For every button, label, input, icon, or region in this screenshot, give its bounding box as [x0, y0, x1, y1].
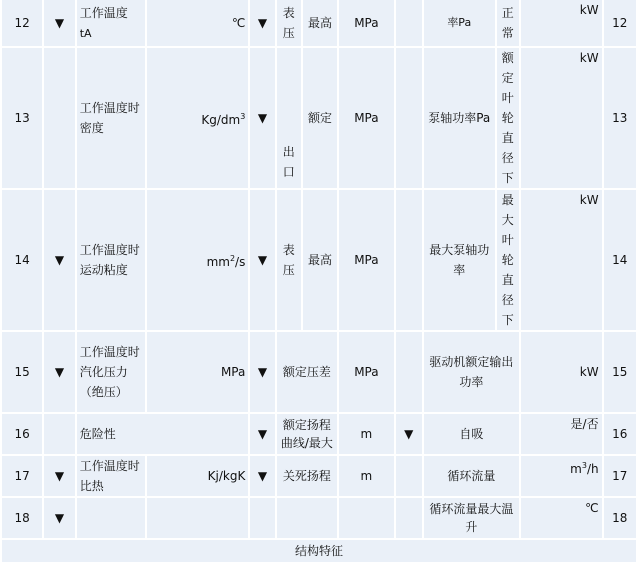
pressure-label: 额定扬程曲线/最大	[277, 414, 338, 454]
row-number-right: 18	[604, 498, 636, 538]
parameter-name: 工作温度时运动粘度	[77, 190, 146, 330]
temp-unit: ℃	[521, 498, 602, 538]
row-number: 13	[2, 48, 42, 188]
row-number: 17	[2, 456, 42, 496]
parameter-name: 危险性	[77, 414, 249, 454]
outlet-label: 出 口	[277, 48, 301, 188]
temp-rise-label: 循环流量最大温升	[424, 498, 519, 538]
row-number: 14	[2, 190, 42, 330]
dropdown-arrow-icon[interactable]: ▼	[250, 456, 274, 496]
pressure-unit: m	[339, 414, 394, 454]
power-unit: kW	[521, 48, 602, 188]
option-label: 自吸	[424, 414, 519, 454]
pressure-qualifier: 额定	[303, 48, 337, 188]
pressure-unit: MPa	[339, 190, 394, 330]
pressure-unit: MPa	[339, 48, 394, 188]
parameter-unit: $Kg/dm^3$	[147, 48, 248, 188]
table-row	[2, 498, 636, 538]
row-number-right: 16	[604, 414, 636, 454]
pressure-label: 表 压	[277, 0, 301, 46]
dropdown-arrow-icon[interactable]: ▼	[44, 456, 74, 496]
power-label: 驱动机额定输出功率	[424, 332, 519, 412]
parameter-unit: MPa	[147, 332, 248, 412]
row-number: 12	[2, 0, 42, 46]
pressure-qualifier: 最高	[303, 0, 337, 46]
yes-no-value: 是/否	[521, 414, 602, 454]
dropdown-arrow-icon[interactable]: ▼	[250, 332, 274, 412]
parameter-unit: ℃	[147, 0, 248, 46]
parameter-unit: Kj/kgK	[147, 456, 248, 496]
row-number-right: 17	[604, 456, 636, 496]
flow-unit: $m^3/h$	[521, 456, 602, 496]
dropdown-arrow-icon[interactable]: ▼	[396, 414, 422, 454]
power-label-fragment: 率Pa	[424, 0, 495, 46]
dropdown-arrow-icon[interactable]: ▼	[44, 190, 74, 330]
table-row	[2, 540, 636, 562]
pressure-label: 表 压	[277, 190, 301, 330]
pressure-qualifier: 最高	[303, 190, 337, 330]
dropdown-arrow-icon[interactable]: ▼	[44, 332, 74, 412]
table-row	[2, 456, 636, 496]
table-row	[2, 414, 636, 454]
power-unit: kW	[521, 0, 602, 46]
row-number: 15	[2, 332, 42, 412]
row-number: 18	[2, 498, 42, 538]
dropdown-arrow-icon[interactable]: ▼	[44, 0, 74, 46]
dropdown-arrow-icon[interactable]: ▼	[250, 414, 274, 454]
power-label: 最大泵轴功率	[424, 190, 495, 330]
parameter-unit: $mm^2/s$	[147, 190, 248, 330]
condition-vertical: 最 大 叶 轮 直 径 下	[497, 190, 519, 330]
pressure-label: 关死扬程	[277, 456, 338, 496]
table-row	[2, 0, 636, 46]
pressure-unit: MPa	[339, 0, 394, 46]
table-row	[2, 48, 636, 188]
condition-vertical: 额 定 叶 轮 直 径 下	[497, 48, 519, 188]
parameter-name: 工作温度时比热	[77, 456, 146, 496]
row-number: 16	[2, 414, 42, 454]
condition-vertical: 正 常	[497, 0, 519, 46]
row-number-right: 15	[604, 332, 636, 412]
table-row	[2, 332, 636, 412]
dropdown-arrow-icon[interactable]: ▼	[44, 498, 74, 538]
dropdown-arrow-icon[interactable]: ▼	[250, 190, 274, 330]
pressure-label: 额定压差	[277, 332, 338, 412]
dropdown-arrow-icon[interactable]: ▼	[250, 48, 274, 188]
pressure-unit: m	[339, 456, 394, 496]
row-number-right: 13	[604, 48, 636, 188]
power-unit: kW	[521, 190, 602, 330]
table-row	[2, 190, 636, 330]
parameter-name: 工作温度时密度	[77, 48, 146, 188]
power-unit: kW	[521, 332, 602, 412]
flow-label: 循环流量	[424, 456, 519, 496]
parameter-name: 工作温度 tA	[77, 0, 146, 46]
row-number-right: 12	[604, 0, 636, 46]
parameter-name: 工作温度时汽化压力（绝压）	[77, 332, 146, 412]
dropdown-arrow-icon[interactable]: ▼	[250, 0, 274, 46]
pressure-unit: MPa	[339, 332, 394, 412]
row-number-right: 14	[604, 190, 636, 330]
power-label: 泵轴功率Pa	[424, 48, 495, 188]
section-footer: 结构特征	[2, 540, 636, 562]
